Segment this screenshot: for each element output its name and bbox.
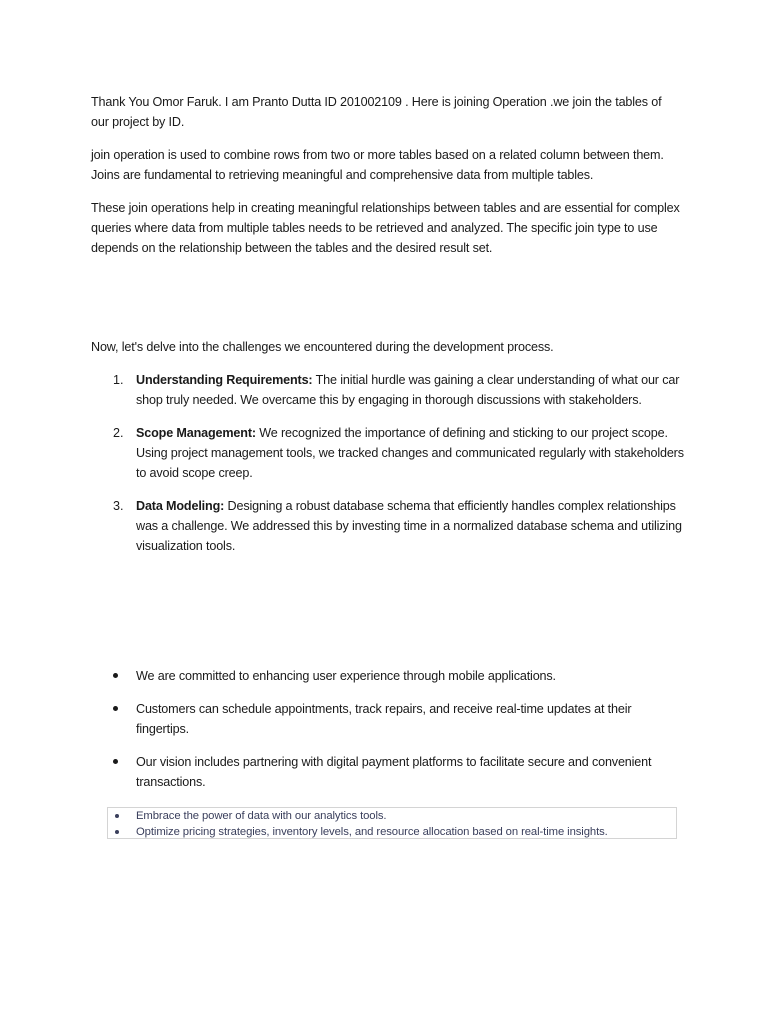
list-item-text: We are committed to enhancing user experience through mobile applications. [136,669,556,683]
bullet-icon [115,830,119,834]
list-item-number: 2. [113,426,124,440]
list-item-body: We recognized the importance of defining and sticking to our project scope. Using project management tools, we tracked changes and communicated regularly with stakeholders to avoid scope creep. [136,426,684,480]
list-item-text: Our vision includes partnering with digital payment platforms to facilitate secure and convenient transactions. [136,755,652,789]
list-item [108,808,678,824]
intro-paragraph-2: join operation is used to combine rows from two or more tables based on a related column between them. Joins are fundamental to retrieving meaningful and comprehensive data from multiple tables. [91,148,664,182]
list-item [108,824,678,840]
challenges-lead: Now, let's delve into the challenges we encountered during the development process. [91,340,554,354]
list-item-number: 1. [113,373,124,387]
list-item-text [136,496,684,556]
analytics-callout-box [107,807,677,839]
list-item-text: Embrace the power of data with our analytics tools. [136,810,387,822]
bullet-icon [115,814,119,818]
intro-paragraph-3: These join operations help in creating meaningful relationships between tables and are essential for complex queries where data from multiple tables needs to be retrieved and analyzed. The specific join type to use depends on the relationship between the tables and the desired result set. [91,201,680,255]
bullet-icon [113,759,118,764]
intro-paragraph-1: Thank You Omor Faruk. I am Pranto Dutta ID 201002109 . Here is joining Operation .we join the tables of our project by ID. [91,95,662,129]
list-item-number: 3. [113,499,124,513]
list-item-text: Customers can schedule appointments, track repairs, and receive real-time updates at their fingertips. [136,702,632,736]
bullet-icon [113,706,118,711]
list-item-text [136,423,684,483]
list-item-title: Scope Management: [136,426,256,440]
list-item-body: Designing a robust database schema that efficiently handles complex relationships was a challenge. We addressed this by investing time in a normalized database schema and utilizing visualization tools. [136,499,682,553]
list-item-body: The initial hurdle was gaining a clear understanding of what our car shop truly needed. We overcame this by engaging in thorough discussions with stakeholders. [136,373,680,407]
list-item-text [136,370,684,410]
list-item-text: Optimize pricing strategies, inventory levels, and resource allocation based on real-time insights. [136,826,608,838]
list-item-title: Understanding Requirements: [136,373,313,387]
bullet-icon [113,673,118,678]
list-item-title: Data Modeling: [136,499,225,513]
